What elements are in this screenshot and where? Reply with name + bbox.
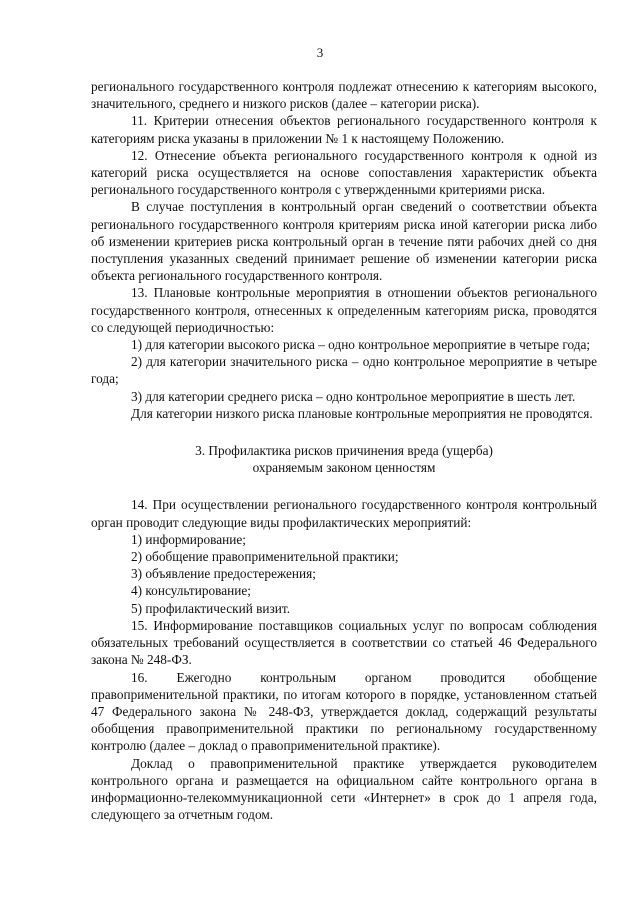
intro-paragraph: регионального государственного контроля подлежат отнесению к категориям высокого, значительного, среднего и низкого рисков (далее – категории риска). bbox=[91, 79, 597, 112]
list-item-medium-risk: 3) для категории среднего риска – одно контрольное мероприятие в шесть лет. bbox=[131, 388, 576, 404]
paragraph-12-continued: В случае поступления в контрольный орган сведений о соответствии объекта регионального государственного контроля критериям риска иной категории риска либо об изменении критериев риска контрольный орган в течение пяти рабочих дней со дня поступления указанных сведений принимает решение об изменении категории риска объекта регионального государственного контроля. bbox=[91, 199, 597, 284]
list-item-informing: 1) информирование; bbox=[131, 531, 247, 547]
list-item-high-risk: 1) для категории высокого риска – одно контрольное мероприятие в четыре года; bbox=[131, 337, 591, 353]
paragraph-14: 14. При осуществлении регионального государственного контроля контрольный орган проводит следующие виды профилактических мероприятий: bbox=[91, 497, 597, 530]
paragraph-report: Доклад о правоприменительной практике утверждается руководителем контрольного органа и размещается на официальном сайте контрольного органа в информационно-телекоммуникационной сети «Интернет» в срок до 1 апреля года, следующего за отчетным годом. bbox=[91, 755, 597, 823]
paragraph-16: 16. Ежегодно контрольным органом проводится обобщение правоприменительной практики, по итогам которого в порядке, установленном статьей 47 Федерального закона № 248-ФЗ, утверждается доклад, содержащий результаты обобщения правоприменительной практики по региональному государственному контролю (далее – доклад о правоприменительной практике). bbox=[91, 669, 597, 754]
document-body bbox=[91, 78, 597, 823]
section-3-heading-line2: охраняемым законом ценностям bbox=[252, 460, 436, 476]
paragraph-11: 11. Критерии отнесения объектов регионального государственного контроля к категориям риска указаны в приложении № 1 к настоящему Положению. bbox=[91, 113, 597, 146]
list-item-preventive-visit: 5) профилактический визит. bbox=[131, 600, 291, 616]
paragraph-13: 13. Плановые контрольные мероприятия в отношении объектов регионального государственного контроля, отнесенных к определенным категориям риска, проводятся со следующей периодичностью: bbox=[91, 285, 597, 335]
section-3-heading-line1: 3. Профилактика рисков причинения вреда (ущерба) bbox=[195, 443, 493, 459]
list-item-warning: 3) объявление предостережения; bbox=[131, 566, 316, 582]
list-item-significant-risk: 2) для категории значительного риска – одно контрольное мероприятие в четыре года; bbox=[91, 354, 597, 387]
paragraph-12: 12. Отнесение объекта регионального государственного контроля к одной из категорий риска осуществляется на основе сопоставления характеристик объекта регионального государственного контроля с утвержденными критериями риска. bbox=[91, 147, 597, 198]
list-item-practice-summary: 2) обобщение правоприменительной практики; bbox=[131, 549, 399, 565]
paragraph-low-risk: Для категории низкого риска плановые контрольные мероприятия не проводятся. bbox=[131, 405, 593, 421]
list-item-consulting: 4) консультирование; bbox=[131, 583, 251, 599]
paragraph-15: 15. Информирование поставщиков социальных услуг по вопросам соблюдения обязательных требований осуществляется в соответствии со статьей 46 Федерального закона № 248-ФЗ. bbox=[91, 617, 597, 668]
section-3-heading bbox=[91, 442, 597, 476]
page-number: 3 bbox=[316, 45, 324, 60]
